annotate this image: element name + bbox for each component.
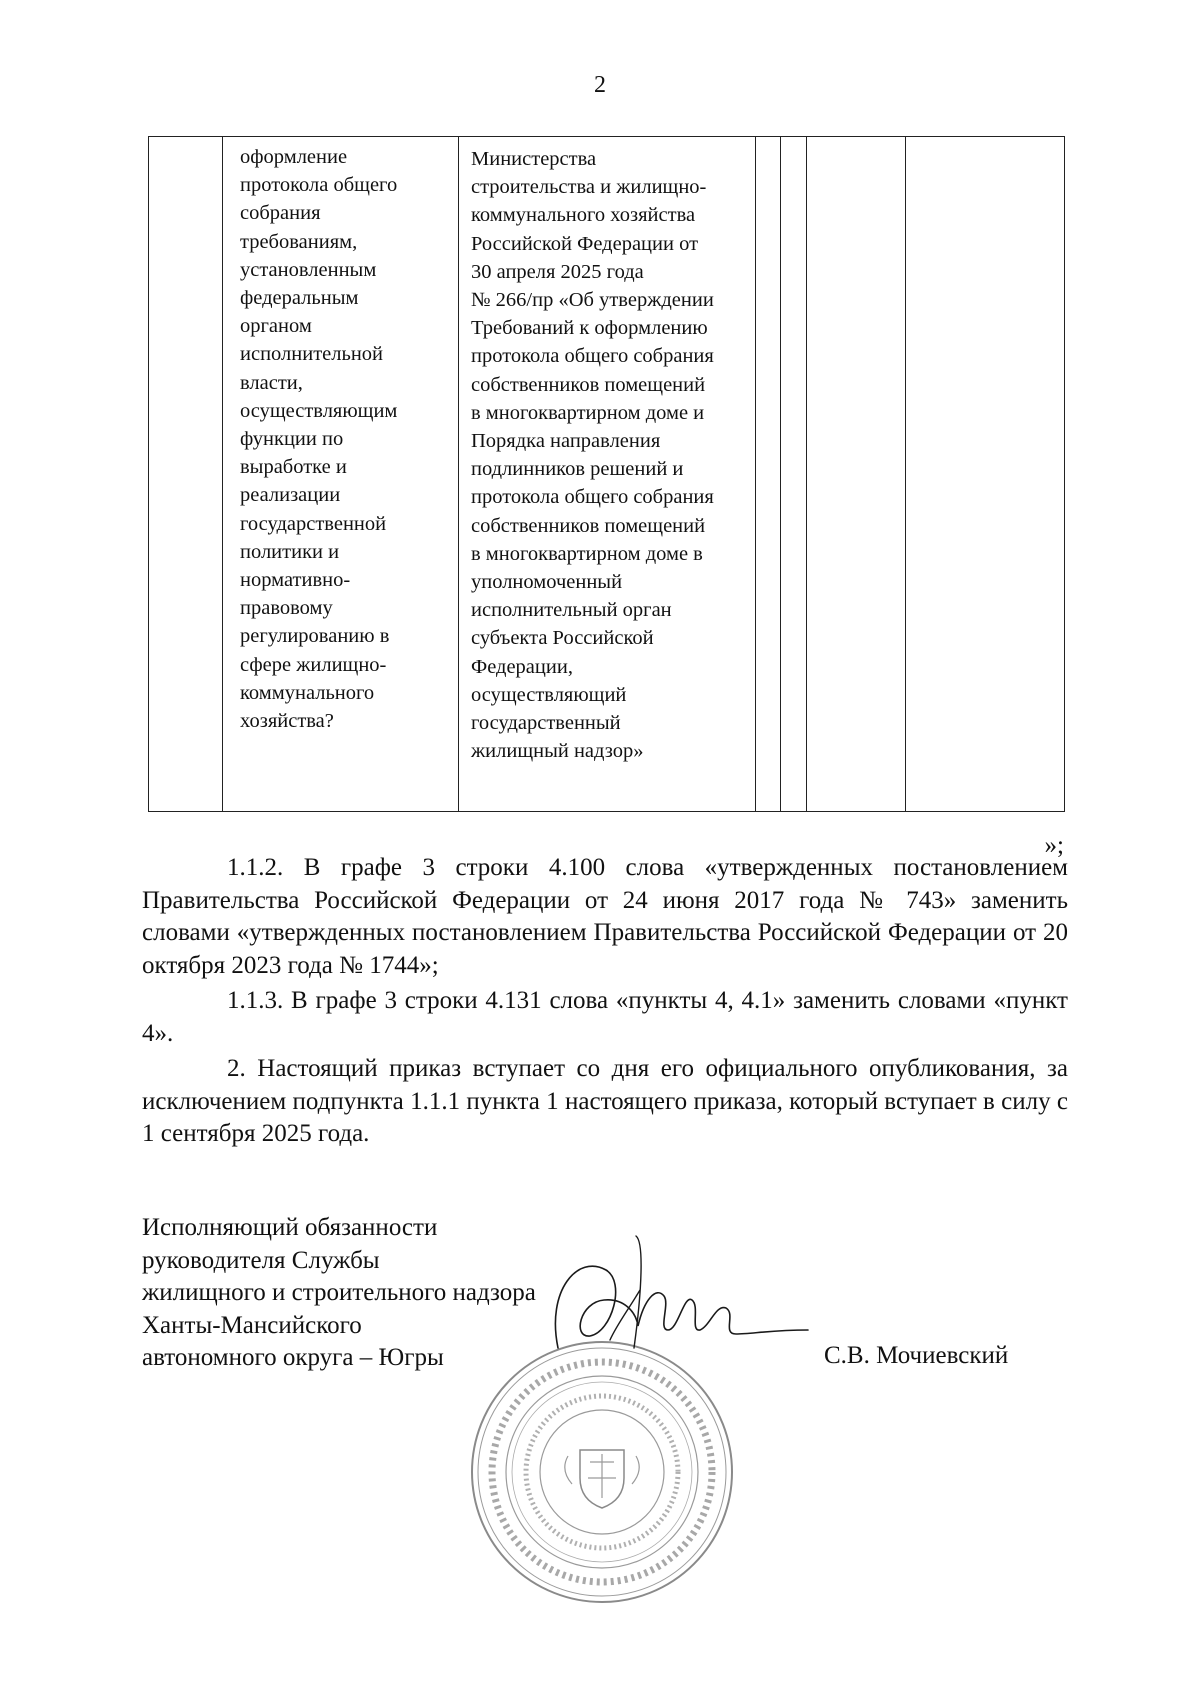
table-cell-col2 [223, 137, 459, 812]
table-cell-line: оформление [240, 146, 348, 168]
table-cell-line: государственный [471, 712, 621, 735]
table-cell-line: Порядка направления [471, 430, 661, 453]
table-cell-line: собственников помещений [471, 373, 706, 396]
table-cell-line: Требований к оформлению [471, 317, 708, 340]
table-cell-line: Министерства [471, 148, 597, 170]
table-cell-line: строительства и жилищно- [471, 176, 707, 199]
table-cell-line: коммунального хозяйства [471, 204, 696, 227]
signer-title-line: Ханты-Мансийского [142, 1311, 362, 1339]
table-cell-line: коммунального [240, 681, 375, 704]
table-cell-line: политики и [240, 540, 340, 563]
table-cell-col7 [906, 137, 1065, 812]
legal-basis-text [459, 137, 755, 765]
order-body [142, 852, 1068, 1154]
table-cell-col3 [459, 137, 756, 812]
closing-quote: »; [1044, 832, 1064, 859]
table-cell-line: государственной [240, 512, 387, 535]
paragraph-1-1-2: 1.1.2. В графе 3 строки 4.100 слова «утвержденных постановлением Правительства Российской Федерации от 24 июня 2017 года № 743» заменить словами «утвержденных постановлением Правительства Российской Федерации от 20 октября 2023 года № 1744»; [142, 854, 1068, 979]
table-cell-line: выработке и [240, 456, 347, 479]
page-number: 2 [594, 72, 606, 98]
table-cell-line: функции по [240, 428, 344, 451]
table-cell-col6 [807, 137, 906, 812]
table-cell-line: регулированию в [240, 625, 390, 648]
table-cell-col5 [781, 137, 807, 812]
signer-name: С.В. Мочиевский [824, 1342, 1009, 1369]
table-cell-line: органом [240, 315, 312, 338]
amendment-table [148, 136, 1065, 812]
table-cell-line: осуществляющим [240, 399, 398, 422]
table-cell-col1 [149, 137, 223, 812]
signer-title-line: Исполняющий обязанности [142, 1214, 438, 1241]
table-cell-line: протокола общего собрания [471, 486, 714, 509]
signer-title-line: автономного округа – Югры [142, 1344, 444, 1371]
table-cell-line: в многоквартирном доме и [471, 401, 705, 424]
table-cell-line: правовому [240, 597, 333, 620]
table-cell-line: № 266/пр «Об утверждении [471, 289, 714, 312]
table-cell-line: Российской Федерации от [471, 232, 699, 255]
table-cell-line: 30 апреля 2025 года [471, 260, 644, 283]
table-cell-line: требованиям, [240, 230, 358, 253]
handwritten-signature-icon [540, 1230, 840, 1380]
table-cell-line: субъекта Российской [471, 627, 654, 650]
signer-title-line: руководителя Службы [142, 1246, 380, 1274]
table-cell-line: исполнительный орган [471, 599, 672, 622]
table-cell-line: уполномоченный [471, 571, 623, 594]
table-cell-line: власти, [240, 371, 303, 394]
question-text [223, 137, 458, 735]
table-cell-line: в многоквартирном доме в [471, 542, 703, 565]
table-cell-line: установленным [240, 258, 377, 281]
table-cell-line: исполнительной [240, 343, 384, 366]
table-cell-line: хозяйства? [240, 710, 334, 733]
table-cell-line: реализации [240, 484, 341, 507]
signer-title-line: жилищного и строительного надзора [142, 1279, 536, 1306]
table-cell-line: подлинников решений и [471, 458, 684, 481]
table-cell-line: собственников помещений [471, 514, 706, 537]
table-cell-line: федеральным [240, 287, 359, 310]
paragraph-1-1-3: 1.1.3. В графе 3 строки 4.131 слова «пункты 4, 4.1» заменить словами «пункт 4». [142, 987, 1068, 1047]
paragraph-2: 2. Настоящий приказ вступает со дня его официального опубликования, за исключением подпункта 1.1.1 пункта 1 настоящего приказа, который вступает в силу с 1 сентября 2025 года. [142, 1055, 1068, 1147]
table-cell-line: жилищный надзор» [471, 740, 644, 763]
table-row [149, 137, 1065, 812]
table-cell-col4 [756, 137, 781, 812]
table-cell-line: сфере жилищно- [240, 653, 387, 676]
table-cell-line: осуществляющий [471, 683, 627, 706]
table-cell-line: нормативно- [240, 569, 351, 592]
table-cell-line: протокола общего собрания [471, 345, 714, 368]
table-cell-line: протокола общего [240, 174, 398, 197]
table-cell-line: собрания [240, 202, 321, 225]
table-cell-line: Федерации, [471, 655, 573, 678]
